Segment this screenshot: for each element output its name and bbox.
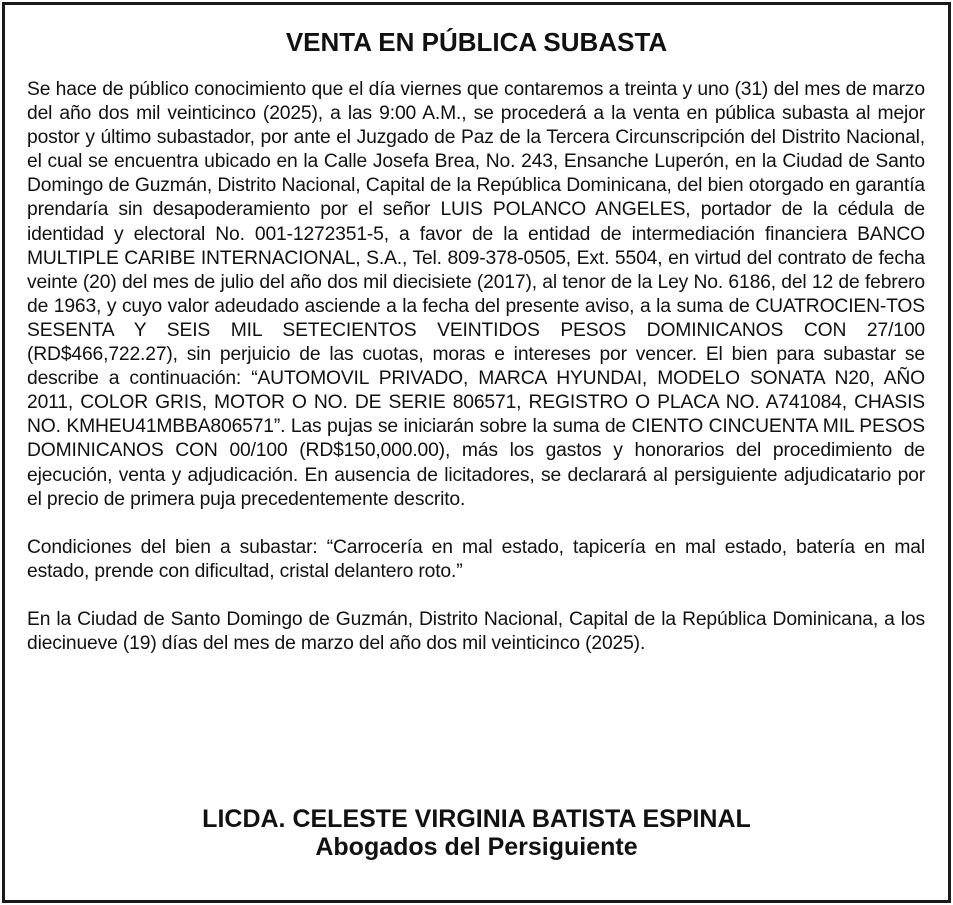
notice-body xyxy=(27,78,925,680)
notice-paragraph-auction: Se hace de público conocimiento que el día viernes que contaremos a treinta y uno (31) del mes de marzo del año dos mil veinticinco (2025), a las 9:00 A.M., se procederá a la venta en pública subasta al mejor postor y último subastador, por ante el Juzgado de Paz de la Tercera Circunscripción del Distrito Nacional, el cual se encuentra ubicado en la Calle Josefa Brea, No. 243, Ensanche Luperón, en la Ciudad de Santo Domingo de Guzmán, Distrito Nacional, Capital de la República Dominicana, del bien otorgado en garantía prendaría sin desapoderamiento por el señor LUIS POLANCO ANGELES, portador de la cédula de identidad y electoral No. 001-1272351-5, a favor de la entidad de intermediación financiera BANCO MULTIPLE CARIBE INTERNACIONAL, S.A., Tel. 809-378-0505, Ext. 5504, en virtud del contrato de fecha veinte (20) del mes de julio del año dos mil diecisiete (2017), al tenor de la Ley No. 6186, del 12 de febrero de 1963, y cuyo valor adeudado asciende a la fecha del presente aviso, a la suma de CUATROCIEN-TOS SESENTA Y SEIS MIL SETECIENTOS VEINTIDOS PESOS DOMINICANOS CON 27/100 (RD$466,722.27), sin perjuicio de las cuotas, moras e intereses por vencer. El bien para subastar se describe a continuación: “AUTOMOVIL PRIVADO, MARCA HYUNDAI, MODELO SONATA N20, AÑO 2011, COLOR GRIS, MOTOR O NO. DE SERIE 806571, REGISTRO O PLACA NO. A741084, CHASIS NO. KMHEU41MBBA806571”. Las pujas se iniciarán sobre la suma de CIENTO CINCUENTA MIL PESOS DOMINICANOS CON 00/100 (RD$150,000.00), más los gastos y honorarios del procedimiento de ejecución, venta y adjudicación. En ausencia de licitadores, se declarará al persiguiente adjudicatario por el precio de primera puja precedentemente descrito. xyxy=(27,79,925,510)
signature-block xyxy=(5,805,948,861)
signature-role: Abogados del Persiguiente xyxy=(315,833,638,861)
legal-notice xyxy=(2,2,951,903)
notice-paragraph-date: En la Ciudad de Santo Domingo de Guzmán, Distrito Nacional, Capital de la República Dominicana, a los diecinueve (19) días del mes de marzo del año dos mil veinticinco (2025). xyxy=(27,608,925,654)
notice-paragraph-conditions: Condiciones del bien a subastar: “Carrocería en mal estado, tapicería en mal estado, batería en mal estado, prende con dificultad, cristal delantero roto.” xyxy=(27,536,925,582)
signature-name: LICDA. CELESTE VIRGINIA BATISTA ESPINAL xyxy=(202,805,751,833)
notice-title: VENTA EN PÚBLICA SUBASTA xyxy=(285,27,668,57)
